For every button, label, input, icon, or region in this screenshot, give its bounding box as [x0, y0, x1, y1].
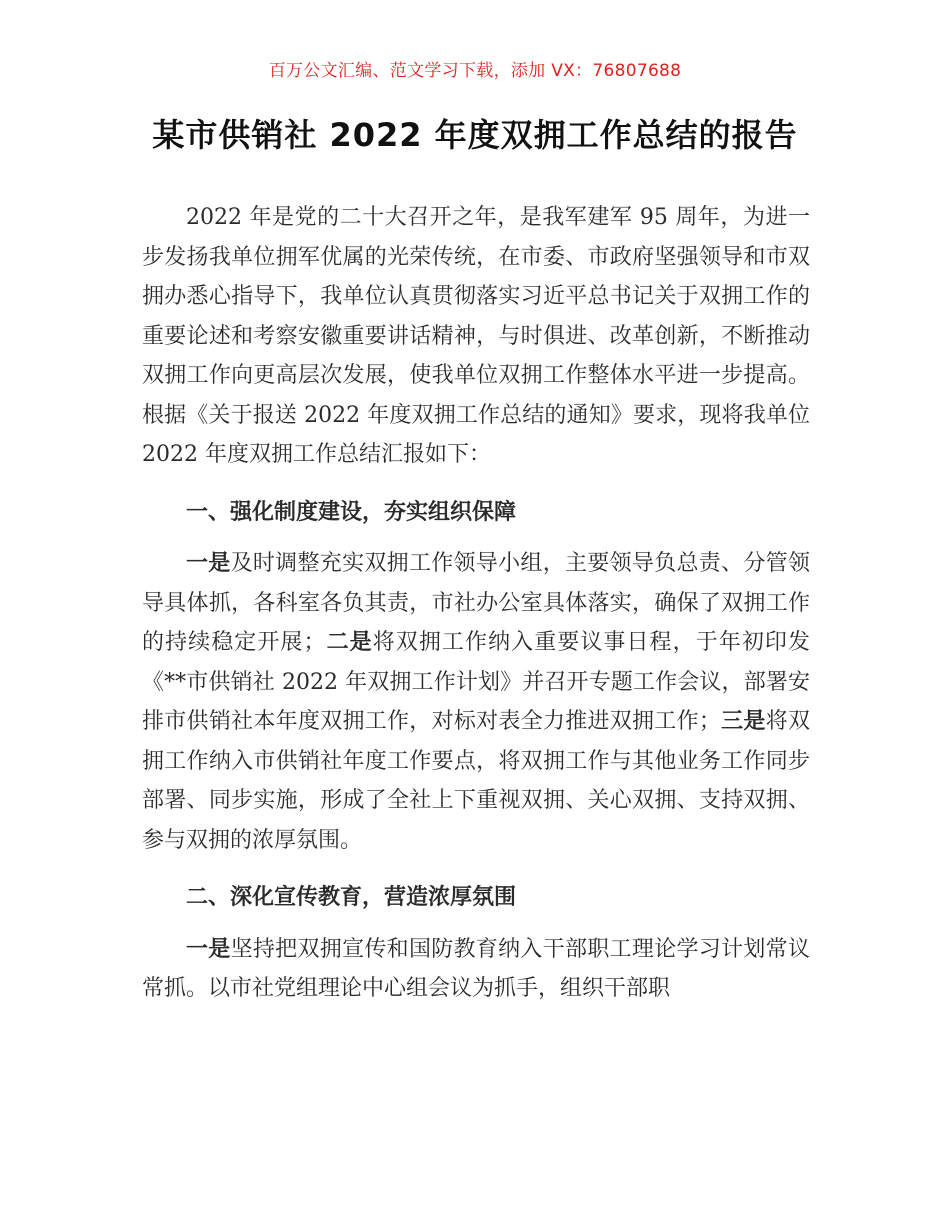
- section-1-paragraph: [142, 544, 810, 860]
- keyword-first: 一是: [186, 551, 231, 576]
- watermark-banner: 百万公文汇编、范文学习下载，添加 VX：76807688: [268, 61, 682, 81]
- keyword-third: 三是: [720, 709, 766, 734]
- document-body: [142, 198, 810, 1009]
- section-1-text-2: 将双拥工作纳入重要议事日程，于年初印发《**市供销社 2022 年双拥工作计划》并召开专题工作会议，部署安排市供销社本年度双拥工作，对标对表全力推进双拥工作；: [142, 630, 810, 734]
- section-1-text-1: 及时调整充实双拥工作领导小组，主要领导负总责、分管领导具体抓，各科室各负其责，市社办公室具体落实，确保了双拥工作的持续稳定开展；: [142, 551, 810, 655]
- section-2-paragraph: [142, 930, 810, 1009]
- keyword-first-s2: 一是: [186, 936, 231, 962]
- intro-paragraph: 2022 年是党的二十大召开之年，是我军建军 95 周年，为进一步发扬我单位拥军优属的光荣传统，在市委、市政府坚强领导和市双拥办悉心指导下，我单位认真贯彻落实习近平总书记关于双拥工作的重要论述和考察安徽重要讲话精神，与时俱进、改革创新，不断推动双拥工作向更高层次发展，使我单位双拥工作整体水平进一步提高。根据《关于报送 2022 年度双拥工作总结的通知》要求，现将我单位 2022 年度双拥工作总结汇报如下：: [142, 205, 810, 467]
- document-title: 某市供销社 2022 年度双拥工作总结的报告: [152, 116, 798, 154]
- section-1-text-3: 将双拥工作纳入市供销社年度工作要点，将双拥工作与其他业务工作同步部署、同步实施，形成了全社上下重视双拥、关心双拥、支持双拥、参与双拥的浓厚氛围。: [142, 709, 810, 853]
- keyword-second: 二是: [325, 630, 373, 655]
- section-heading-1: 一、强化制度建设，夯实组织保障: [186, 499, 517, 525]
- section-heading-2: 二、深化宣传教育，营造浓厚氛围: [186, 885, 517, 910]
- section-2-text-1: 坚持把双拥宣传和国防教育纳入干部职工理论学习计划常议常抓。以市社党组理论中心组会议为抓手，组织干部职: [142, 936, 810, 1001]
